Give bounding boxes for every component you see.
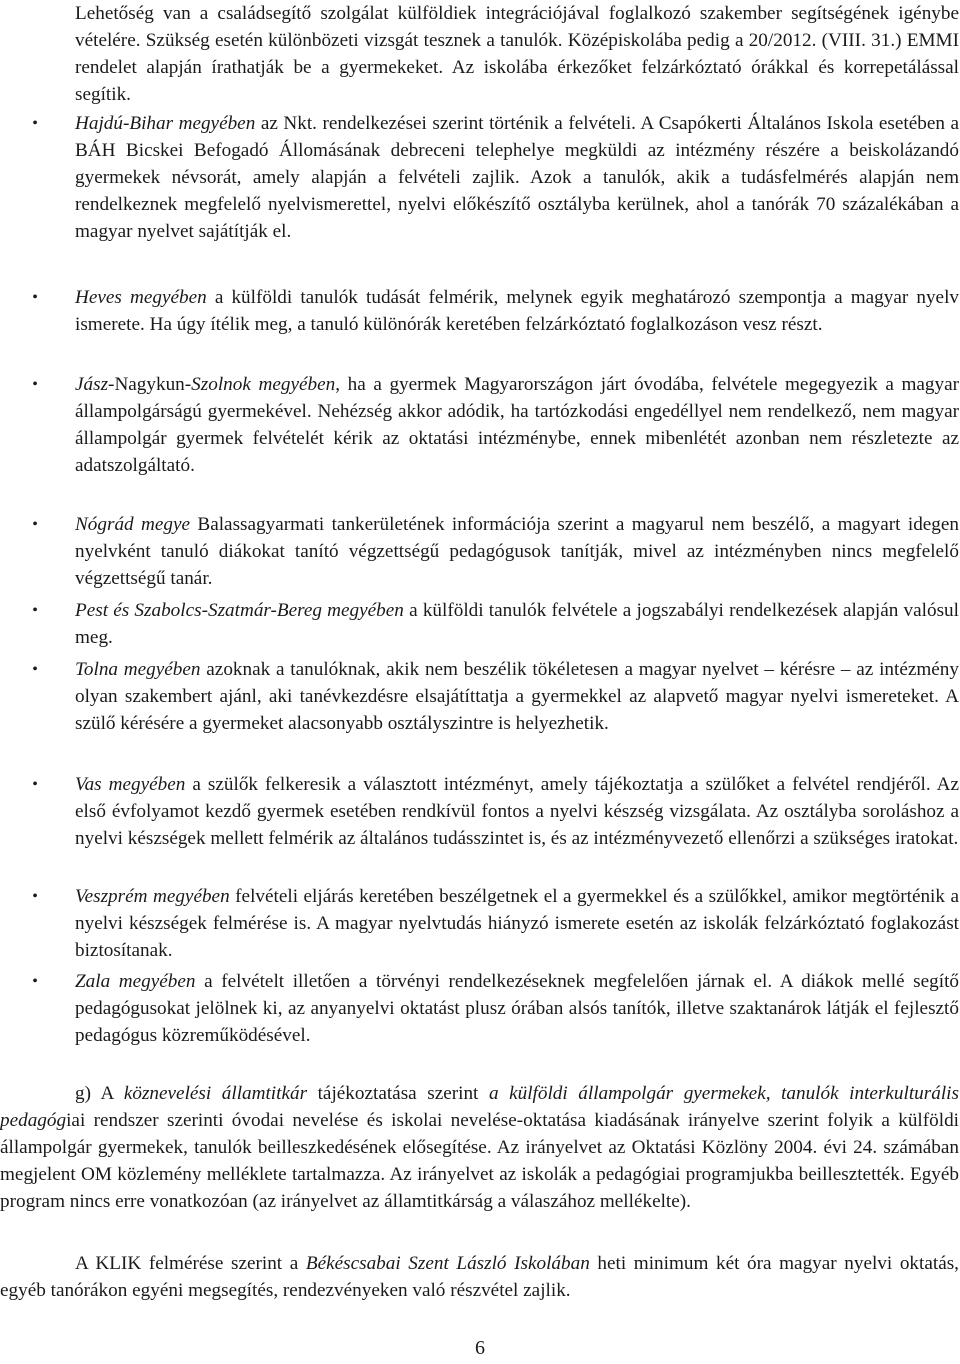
list-item-veszprem	[75, 883, 959, 964]
list-item-text: az Nkt. rendelkezései szerint történik a felvételi. A Csapókerti Általános Iskola esetében a BÁH Bicskei Befogadó Állomásának debreceni telephelye megküldi az intézmény részére a beiskolázandó gyermekek névsorát, amely alapján a felvételi zajlik. Azok a tanulók, akik a tudásfelmérés alapján nem rendelkeznek megfelelő nyelvismerettel, nyelvi előkészítő osztályba kerülnek, ahol a tanórák 70 százalékában a magyar nyelvet sajátítják el.	[75, 113, 959, 242]
list-item-nograd	[75, 511, 959, 592]
county-name: Vas megyében	[75, 774, 186, 795]
section-g-lead: g) A	[75, 1083, 124, 1104]
county-name: Tolna megyében	[75, 659, 201, 680]
county-name: Veszprém megyében	[75, 886, 230, 907]
list-item-text: a külföldi tanulók tudását felmérik, melynek egyik meghatározó szempontja a magyar nyelv ismerete. Ha úgy ítélik meg, a tanuló különórák keretében felzárkóztató foglalkozáson vesz részt.	[75, 287, 959, 335]
bullet-icon: •	[32, 115, 38, 132]
list-item-pest-szabolcs	[75, 597, 959, 651]
klik-lead: A KLIK felmérése szerint a	[75, 1253, 306, 1274]
list-item-hajdu-bihar	[75, 110, 959, 245]
klik-text: heti minimum két óra magyar nyelvi oktatás, egyéb tanórákon egyéni megsegítés, rendezvényeken való részvétel zajlik.	[0, 1253, 959, 1301]
list-item-text: azoknak a tanulóknak, akik nem beszélik tökéletesen a magyar nyelvet – kérésre – az intézmény olyan szakembert ajánl, aki tanévkezdésre elsajátíttatja a gyermekkel az alapvető magyar nyelvi ismereteket. A szülő kérésére a gyermeket alacsonyabb osztályszintre is helyezhetik.	[75, 659, 959, 734]
county-name-part: Szolnok megyében	[191, 374, 336, 395]
intro-paragraph	[75, 0, 959, 108]
county-name-part: Jász-	[75, 374, 115, 395]
klik-paragraph	[0, 1250, 959, 1304]
intro-text: Lehetőség van a családsegítő szolgálat külföldiek integrációjával foglalkozó szakember segítségének igénybe vételére. Szükség esetén különbözeti vizsgát tesznek a tanulók. Középiskolába pedig a 20/2012. (VIII. 31.) EMMI rendelet alapján írathatják be a gyermekeket. Az iskolába érkezőket felzárkóztató órákkal és korrepetálással segítik.	[75, 3, 959, 105]
list-item-text: , ha a gyermek Magyarországon járt óvodába, felvétele megegyezik a magyar állampolgárságú gyermekével. Nehézség akkor adódik, ha tartózkodási engedéllyel nem rendelkező, nem magyar állampolgár gyermek felvételét kérik az oktatási intézménybe, ennek mibenlétét azonban nem részletezte az adatszolgáltató.	[75, 374, 959, 476]
bullet-icon: •	[32, 376, 38, 393]
county-name-part: Nagykun-	[114, 374, 192, 395]
list-item-vas	[75, 771, 959, 852]
bullet-icon: •	[32, 289, 38, 306]
bullet-icon: •	[32, 973, 38, 990]
list-item-tolna	[75, 656, 959, 737]
list-item-text: felvételi eljárás keretében beszélgetnek el a gyermekkel és a szülőkkel, amikor megtörténik a nyelvi készségek felmérése is. A magyar nyelvtudás hiányzó ismerete esetén az iskolák felzárkóztató foglakozást biztosítanak.	[75, 886, 959, 961]
section-g-italic: a külföldi állampolgár gyermekek, tanulók interkulturális pedagóg	[0, 1083, 959, 1131]
county-name: Hajdú-Bihar megyében	[75, 113, 256, 134]
bullet-icon: •	[32, 888, 38, 905]
bullet-icon: •	[32, 661, 38, 678]
section-g-paragraph	[0, 1080, 959, 1215]
list-item-text: a felvételt illetően a törvényi rendelkezéseknek megfelelően járnak el. A diákok mellé segítő pedagógusokat jelölnek ki, az anyanyelvi oktatást plusz órában alsós tanítók, illetve szaktanárok látják el fejlesztő pedagógus közreműködésével.	[75, 971, 959, 1046]
bullet-icon: •	[32, 602, 38, 619]
list-item-zala	[75, 968, 959, 1049]
section-g-text: iai rendszer szerinti óvodai nevelése és iskolai nevelése-oktatása kiadásának irányelve szerint folyik a külföldi állampolgár gyermekek, tanulók beilleszkedésének elősegítése. Az irányelvet az Oktatási Közlöny 2004. évi 24. számában megjelent OM közlemény melléklete tartalmazza. Az irányelvet az iskolák a pedagógiai programjukba beillesztették. Egyéb program nincs erre vonatkozóan (az irányelvet az államtitkárság a válaszához mellékelte).	[0, 1110, 959, 1212]
list-item-text: Balassagyarmati tankerületének információja szerint a magyarul nem beszélő, a magyart idegen nyelvként tanuló diákokat tanító végzettségű pedagógusok tanítják, mivel az intézményben nincs megfelelő végzettségű tanár.	[75, 514, 960, 589]
county-name: Zala megyében	[75, 971, 196, 992]
list-item-jasz-nagykun-szolnok	[75, 371, 959, 479]
section-g-text: tájékoztatása szerint	[307, 1083, 489, 1104]
page-number: 6	[475, 1337, 485, 1359]
list-item-text: a külföldi tanulók felvétele a jogszabályi rendelkezések alapján valósul meg.	[75, 600, 959, 648]
bullet-icon: •	[32, 776, 38, 793]
section-g-italic: köznevelési államtitkár	[123, 1083, 308, 1104]
county-name: Pest és Szabolcs-Szatmár-Bereg megyében	[75, 600, 404, 621]
list-item-heves	[75, 284, 959, 338]
list-item-text: a szülők felkeresik a választott intézményt, amely tájékoztatja a szülőket a felvétel rendjéről. Az első évfolyamot kezdő gyermek esetében rendkívül fontos a nyelvi készség vizsgálata. Az osztályba soroláshoz a nyelvi készségek mellett felmérik az általános tudásszintet is, és az intézményvezető ellenőrzi a szükséges iratokat.	[75, 774, 960, 849]
county-name: Heves megyében	[75, 287, 207, 308]
bullet-icon: •	[32, 516, 38, 533]
klik-school-name: Békéscsabai Szent László Iskolában	[305, 1253, 590, 1274]
county-name: Nógrád megye	[75, 514, 191, 535]
